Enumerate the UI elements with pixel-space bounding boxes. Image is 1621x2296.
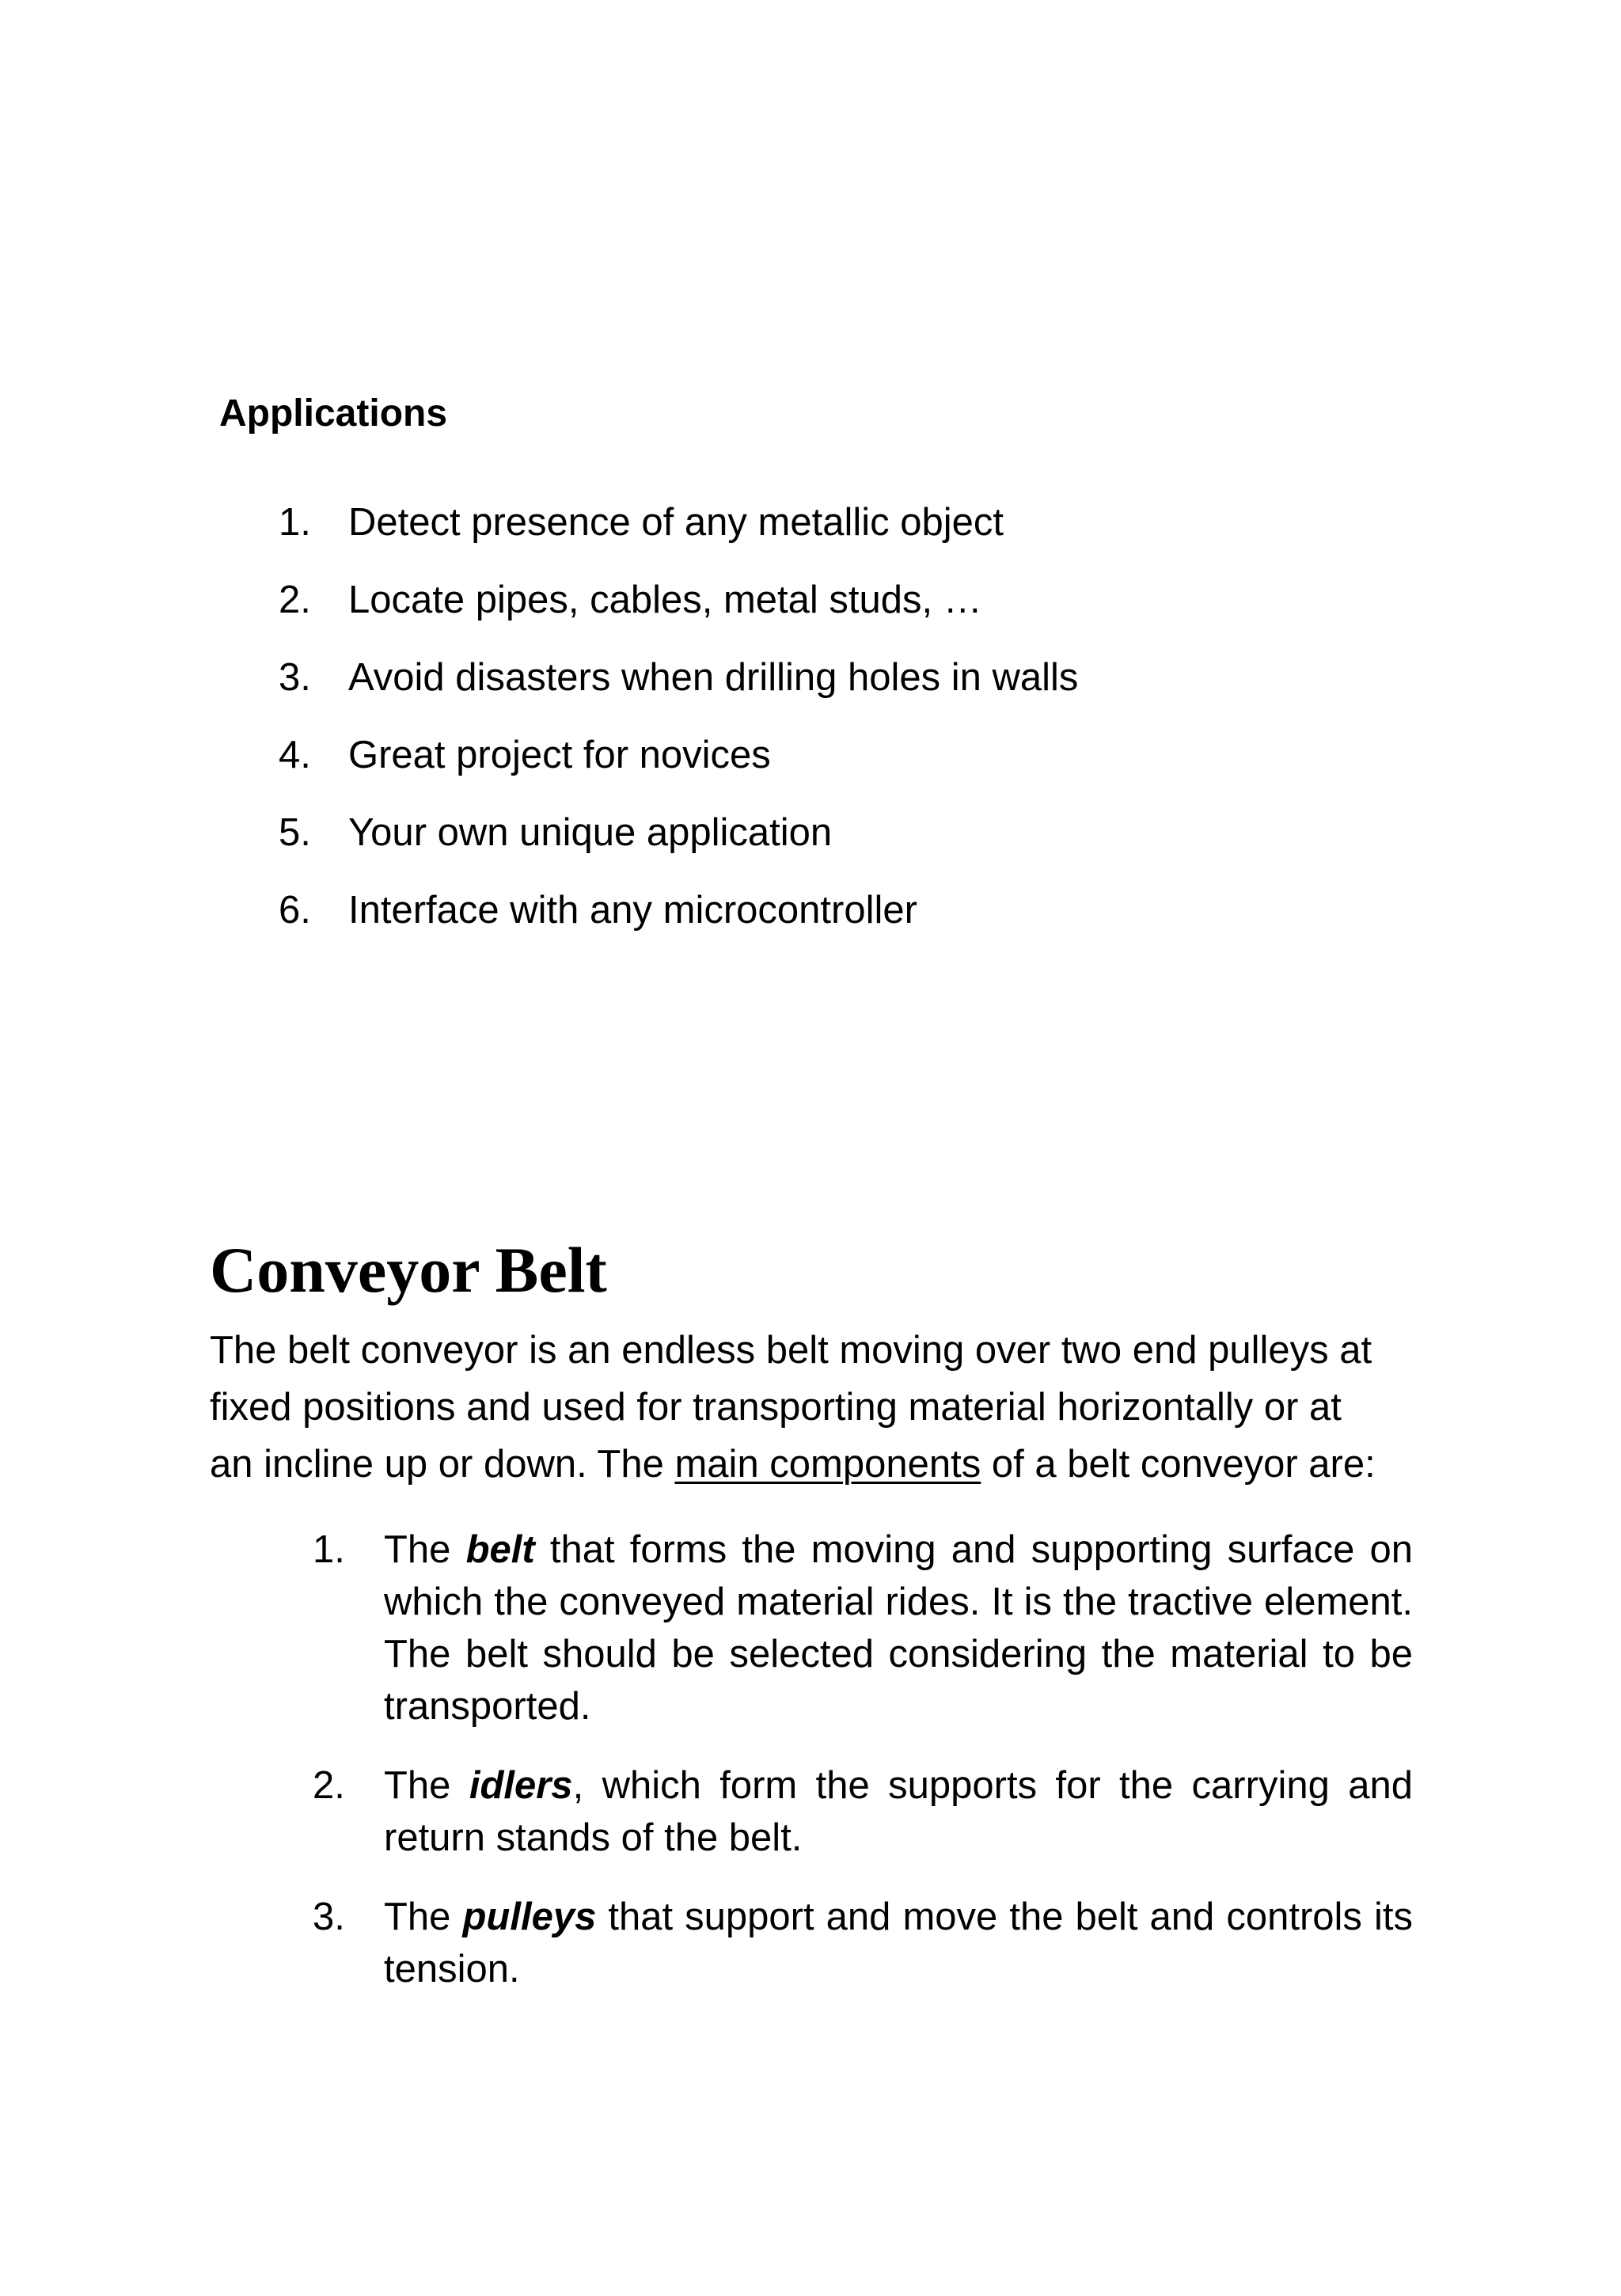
list-number: 1. bbox=[313, 1528, 345, 1571]
list-text bbox=[384, 1524, 1413, 1732]
intro-line: The belt conveyor is an endless belt moving over two end pulleys at bbox=[210, 1329, 1372, 1372]
list-text: Avoid disasters when drilling holes in walls bbox=[348, 656, 1079, 699]
list-text: Great project for novices bbox=[348, 734, 771, 776]
list-text bbox=[384, 1759, 1413, 1864]
list-text: Detect presence of any metallic object bbox=[348, 501, 1004, 544]
intro-text: an incline up or down. The bbox=[210, 1443, 675, 1486]
text-line bbox=[384, 1891, 1413, 1943]
intro-text: of a belt conveyor are: bbox=[981, 1443, 1376, 1486]
conveyor-belt-heading: Conveyor Belt bbox=[210, 1234, 607, 1306]
text-segment: The bbox=[384, 1896, 463, 1938]
text-line: tension. bbox=[384, 1948, 520, 1990]
components-list bbox=[0, 1524, 1413, 2022]
text-line bbox=[384, 1524, 1413, 1576]
text-segment: The bbox=[384, 1528, 466, 1571]
text-line: transported. bbox=[384, 1685, 591, 1728]
list-item bbox=[0, 1759, 1413, 1864]
list-text bbox=[384, 1891, 1413, 1995]
keyword-pulleys: pulleys bbox=[462, 1896, 597, 1938]
text-segment: that forms the moving and supporting surface on bbox=[534, 1528, 1413, 1571]
list-text: Locate pipes, cables, metal studs, … bbox=[348, 579, 982, 621]
text-line: return stands of the belt. bbox=[384, 1816, 803, 1859]
keyword-idlers: idlers bbox=[469, 1764, 573, 1807]
list-number: 4. bbox=[279, 734, 311, 776]
list-item bbox=[0, 1891, 1413, 1995]
keyword-belt: belt bbox=[465, 1528, 535, 1571]
list-number: 2. bbox=[279, 579, 311, 621]
text-line: The belt should be selected considering the material to be bbox=[384, 1633, 1413, 1676]
list-number: 3. bbox=[279, 656, 311, 699]
text-segment: The bbox=[384, 1764, 469, 1807]
text-segment: that support and move the belt and controls its bbox=[596, 1896, 1413, 1938]
conveyor-intro-paragraph bbox=[210, 1322, 1421, 1493]
applications-heading: Applications bbox=[219, 393, 448, 435]
intro-line: fixed positions and used for transporting material horizontally or at bbox=[210, 1386, 1342, 1429]
list-number: 5. bbox=[279, 811, 311, 854]
list-text: Your own unique application bbox=[348, 811, 833, 854]
text-segment: , which form the supports for the carrying and bbox=[572, 1764, 1413, 1807]
list-number: 2. bbox=[313, 1764, 345, 1807]
text-line bbox=[384, 1759, 1413, 1812]
list-number: 6. bbox=[279, 889, 311, 932]
list-number: 3. bbox=[313, 1896, 345, 1938]
main-components-underlined: main components bbox=[674, 1443, 981, 1486]
list-text: Interface with any microcontroller bbox=[348, 889, 917, 932]
list-number: 1. bbox=[279, 501, 311, 544]
text-line: which the conveyed material rides. It is the tractive element. bbox=[384, 1581, 1413, 1623]
intro-line bbox=[210, 1436, 1421, 1493]
list-item bbox=[0, 1524, 1413, 1732]
